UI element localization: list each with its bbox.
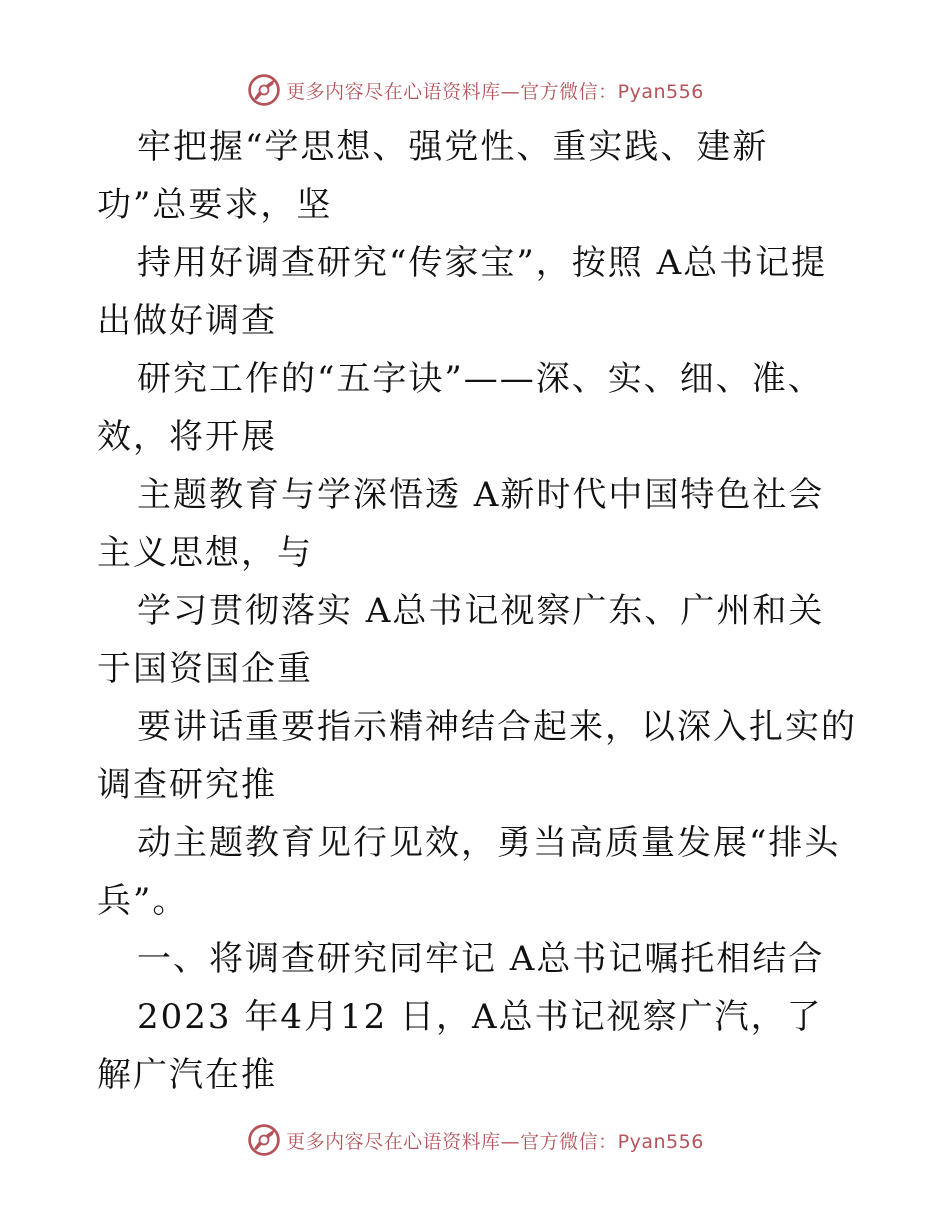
paragraph-1: 牢把握“学思想、强党性、重实践、建新功”总要求，坚	[97, 127, 769, 225]
header-watermark-banner	[0, 70, 950, 110]
paragraph-5: 学习贯彻落实 A总书记视察广东、广州和关于国资国企重	[97, 591, 825, 689]
paragraph-8: 2023 年4月12 日，A总书记视察广汽，了解广汽在推	[97, 997, 823, 1095]
paragraph-2: 持用好调查研究“传家宝”，按照 A总书记提出做好调查	[97, 243, 828, 341]
paragraph-7: 动主题教育见行见效，勇当高质量发展“排头兵”。	[97, 823, 841, 921]
paragraph-4: 主题教育与学深悟透 A新时代中国特色社会主义思想，与	[97, 475, 825, 573]
paragraph-6: 要讲话重要指示精神结合起来，以深入扎实的调查研究推	[97, 707, 857, 805]
pen-logo-icon	[246, 1122, 282, 1158]
document-body	[97, 118, 857, 1104]
header-watermark-text: 更多内容尽在心语资料库—官方微信：Pyan556	[286, 80, 704, 103]
footer-watermark-banner	[0, 1120, 950, 1160]
paragraph-3: 研究工作的“五字诀”——深、实、细、准、效，将开展	[97, 359, 824, 457]
section-heading-1: 一、将调查研究同牢记 A总书记嘱托相结合	[137, 939, 825, 979]
footer-watermark-text: 更多内容尽在心语资料库—官方微信：Pyan556	[286, 1130, 704, 1153]
pen-logo-icon	[246, 72, 282, 108]
